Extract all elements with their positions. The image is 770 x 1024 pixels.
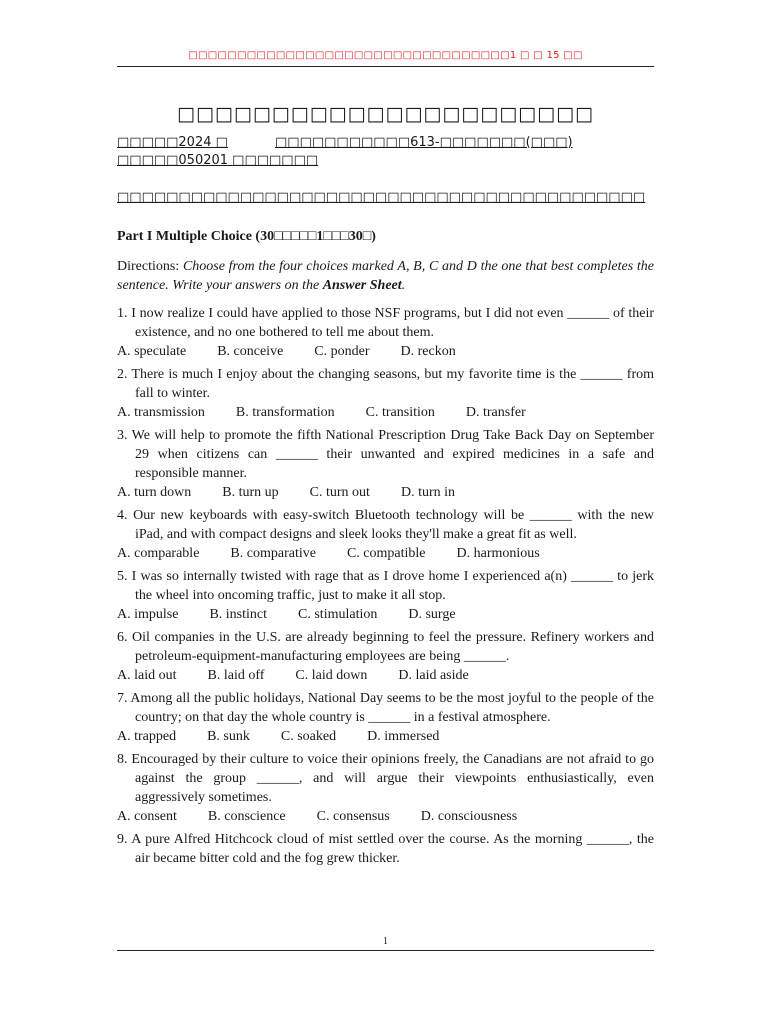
exam-major: □□□□□050201 □□□□□□□	[117, 153, 319, 168]
answer-choices	[117, 605, 654, 624]
answer-choice: A. comparable	[117, 546, 200, 561]
answer-choice: A. transmission	[117, 405, 205, 420]
question-item	[117, 426, 654, 502]
answer-choice: B. turn up	[222, 485, 279, 500]
answer-choice: A. trapped	[117, 729, 177, 744]
answer-choices	[117, 483, 654, 502]
answer-choice: D. surge	[408, 607, 456, 622]
answer-choice: A. impulse	[117, 607, 179, 622]
exam-subject: □□□□□□□□□□□613-□□□□□□□(□□□)	[275, 135, 573, 150]
question-list	[117, 304, 654, 872]
answer-choices	[117, 342, 654, 361]
footer-divider	[117, 950, 654, 951]
answer-choices	[117, 544, 654, 563]
answer-choices	[117, 727, 654, 746]
answer-choice: A. laid out	[117, 668, 177, 683]
question-stem: 3. We will help to promote the fifth National Prescription Drug Take Back Day on September 29 when citizens can ______ their unwanted and expired medicines in a safe and responsible manner.	[117, 428, 654, 481]
directions-end: .	[401, 278, 406, 293]
answer-choices	[117, 403, 654, 422]
answer-choice: D. reckon	[400, 344, 456, 359]
exam-notice: □□□□□□□□□□□□□□□□□□□□□□□□□□□□□□□□□□□□□□□□□□□	[117, 190, 646, 205]
question-item	[117, 830, 654, 868]
answer-choice: D. turn in	[400, 485, 456, 500]
answer-choice: C. compatible	[346, 546, 426, 561]
answer-choice: A. consent	[117, 809, 177, 824]
answer-choice: A. turn down	[117, 485, 192, 500]
answer-choice: C. laid down	[295, 668, 368, 683]
answer-choice: C. ponder	[314, 344, 370, 359]
answer-choices	[117, 666, 654, 685]
page-number: 1	[383, 936, 388, 947]
answer-choice: C. soaked	[280, 729, 337, 744]
question-stem: 8. Encouraged by their culture to voice their opinions freely, the Canadians are not afraid to go against the group ______, and will argue their viewpoints enthusiastically, even aggressively sometimes.	[117, 752, 654, 805]
question-stem: 4. Our new keyboards with easy-switch Bluetooth technology will be ______ with the new iPad, and with compact designs and sleek looks they'll make a great fit as well.	[117, 508, 654, 542]
answer-choice: B. conscience	[207, 809, 286, 824]
directions	[117, 257, 654, 295]
directions-lead: Directions:	[117, 259, 183, 274]
directions-text: Choose from the four choices marked A, B, C and D the one that best completes the sentence. Write your answers on the	[117, 259, 654, 293]
part-title: Part I Multiple Choice (30□□□□□1□□□30□)	[117, 229, 376, 244]
answer-choice: D. consciousness	[420, 809, 518, 824]
question-item	[117, 365, 654, 422]
answer-choice: A. speculate	[117, 344, 187, 359]
answer-choice: B. sunk	[207, 729, 250, 744]
question-stem: 7. Among all the public holidays, National Day seems to be the most joyful to the people of the country; on that day the whole country is ______ in a festival atmosphere.	[117, 691, 654, 725]
answer-choice: B. conceive	[217, 344, 284, 359]
answer-choice: D. immersed	[367, 729, 440, 744]
exam-year: □□□□□2024 □	[117, 135, 228, 150]
question-item	[117, 689, 654, 746]
answer-choice: C. transition	[365, 405, 435, 420]
answer-choice: C. stimulation	[298, 607, 378, 622]
header-divider	[117, 66, 654, 67]
question-item	[117, 506, 654, 563]
answer-choice: D. transfer	[465, 405, 526, 420]
question-stem: 1. I now realize I could have applied to those NSF programs, but I did not even ______ of their existence, and no one bothered to tell me about them.	[117, 306, 654, 340]
document-title: □□□□□□□□□□□□□□□□□□□□□□	[177, 103, 594, 125]
answer-choice: B. instinct	[209, 607, 268, 622]
question-stem: 2. There is much I enjoy about the changing seasons, but my favorite time is the ______ from fall to winter.	[117, 367, 654, 401]
directions-answer-sheet: Answer Sheet	[322, 278, 402, 293]
answer-choices	[117, 807, 654, 826]
page-header: □□□□□□□□□□□□□□□□□□□□□□□□□□□□□□□□□1 □ □ 15 □□	[188, 50, 583, 61]
answer-choice: B. comparative	[230, 546, 316, 561]
question-item	[117, 628, 654, 685]
question-item	[117, 304, 654, 361]
answer-choice: D. laid aside	[398, 668, 469, 683]
question-item	[117, 750, 654, 826]
answer-choice: C. consensus	[316, 809, 390, 824]
answer-choice: B. transformation	[235, 405, 335, 420]
answer-choice: D. harmonious	[456, 546, 540, 561]
question-stem: 5. I was so internally twisted with rage that as I drove home I experienced a(n) ______ to jerk the wheel into oncoming traffic, just to make it all stop.	[117, 569, 654, 603]
question-stem: 9. A pure Alfred Hitchcock cloud of mist settled over the course. As the morning ______, the air became bitter cold and the fog grew thicker.	[117, 832, 654, 866]
question-stem: 6. Oil companies in the U.S. are already beginning to feel the pressure. Refinery workers and petroleum-equipment-manufacturing employees are being ______.	[117, 630, 654, 664]
answer-choice: B. laid off	[207, 668, 265, 683]
answer-choice: C. turn out	[309, 485, 370, 500]
question-item	[117, 567, 654, 624]
